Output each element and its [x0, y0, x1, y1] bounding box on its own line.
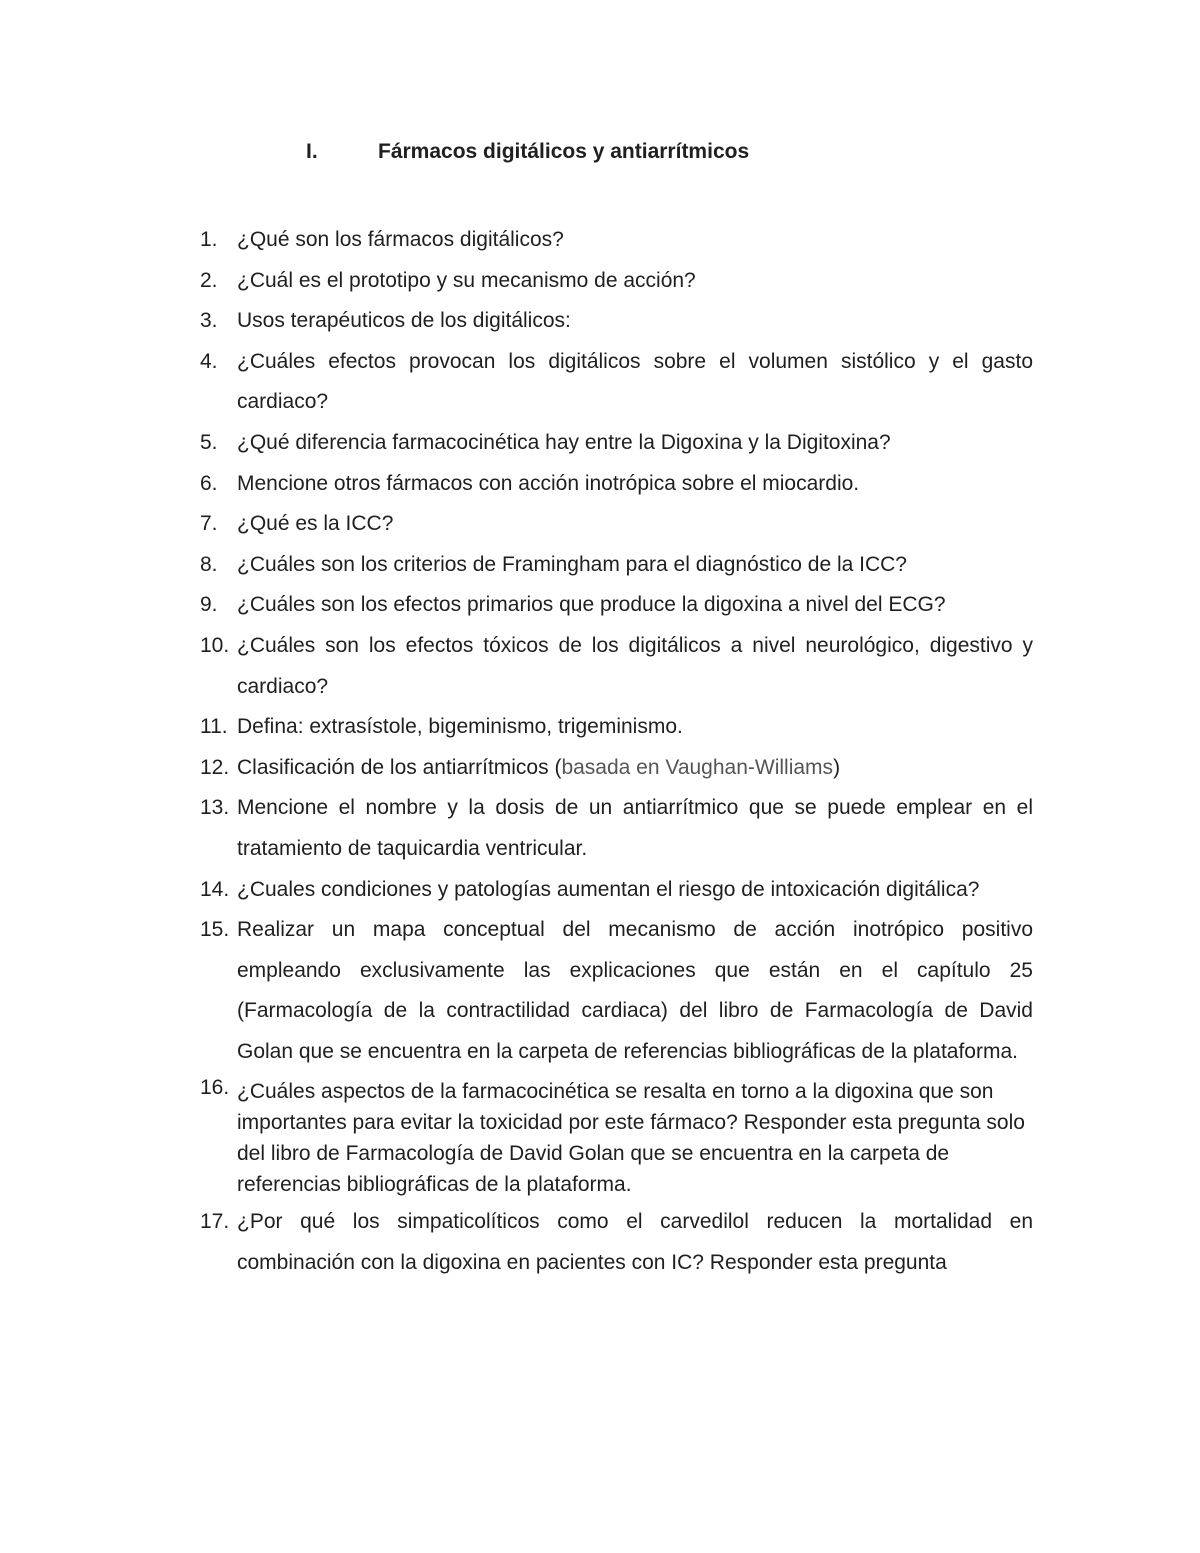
list-item: [200, 545, 1033, 586]
question-list: [200, 220, 1033, 1284]
list-item: [200, 301, 1033, 342]
section-heading: [306, 140, 749, 164]
list-item: [200, 261, 1033, 302]
item-text: ¿Cuáles efectos provocan los digitálicos sobre el volumen sistólico y el gasto cardiaco?: [237, 349, 1033, 414]
list-item: [200, 423, 1033, 464]
item-number: 7.: [200, 512, 218, 536]
item-text: Defina: extrasístole, bigeminismo, trigeminismo.: [237, 715, 683, 739]
item-text-main: Clasificación de los antiarrítmicos (: [237, 755, 562, 779]
item-text-close: ): [833, 755, 841, 779]
item-text: Realizar un mapa conceptual del mecanismo de acción inotrópico positivo empleando exclusivamente las explicaciones que están en el capítulo 25 (Farmacología de la contractilidad cardiaca) del libro de Farmacología de David Golan que se encuentra en la carpeta de referencias bibliográficas de la plataforma.: [237, 918, 1033, 1063]
item-text: ¿Por qué los simpaticolíticos como el carvedilol reducen la mortalidad en combinación con la digoxina en pacientes con IC? Responder esta pregunta: [237, 1210, 1033, 1275]
item-number: 10.: [200, 633, 230, 657]
item-text: ¿Cuál es el prototipo y su mecanismo de acción?: [237, 268, 696, 292]
section-number: I.: [306, 140, 318, 163]
item-text: Usos terapéuticos de los digitálicos:: [237, 309, 571, 333]
list-item: [200, 1072, 1033, 1202]
item-text: ¿Cuáles son los efectos tóxicos de los digitálicos a nivel neurológico, digestivo y cardiaco?: [237, 633, 1033, 698]
item-number: 11.: [200, 715, 228, 739]
item-number: 14.: [200, 877, 230, 901]
item-text-note: basada en Vaughan-Williams: [561, 755, 834, 779]
item-number: 4.: [200, 349, 218, 373]
list-item: [200, 870, 1033, 911]
item-text: ¿Qué son los fármacos digitálicos?: [237, 228, 564, 251]
item-text: Mencione otros fármacos con acción inotrópica sobre el miocardio.: [237, 471, 860, 495]
item-text: ¿Qué diferencia farmacocinética hay entre la Digoxina y la Digitoxina?: [237, 430, 891, 454]
list-item: [200, 220, 1033, 261]
list-item: [200, 707, 1033, 748]
list-item: [200, 504, 1033, 545]
item-number: 15.: [200, 918, 230, 942]
item-number: 3.: [200, 309, 218, 333]
item-number: 8.: [200, 552, 218, 576]
list-item: [200, 910, 1033, 1072]
list-item: [200, 626, 1033, 707]
item-number: 16.: [200, 1076, 230, 1100]
item-text: ¿Cuáles son los efectos primarios que produce la digoxina a nivel del ECG?: [237, 593, 946, 617]
list-item: [200, 748, 1033, 789]
section-title: Fármacos digitálicos y antiarrítmicos: [378, 140, 750, 163]
item-number: 1.: [200, 228, 218, 251]
list-item: [200, 342, 1033, 423]
item-text: [237, 756, 840, 779]
item-text: ¿Cuales condiciones y patologías aumentan el riesgo de intoxicación digitálica?: [237, 877, 980, 901]
list-item: [200, 585, 1033, 626]
item-number: 2.: [200, 268, 218, 292]
item-number: 6.: [200, 471, 218, 495]
item-number: 5.: [200, 430, 218, 454]
item-number: 12.: [200, 755, 230, 779]
list-item: [200, 464, 1033, 505]
item-text: ¿Cuáles aspectos de la farmacocinética se resalta en torno a la digoxina que son importantes para evitar la toxicidad por este fármaco? Responder esta pregunta solo del libro de Farmacología de David Golan que se encuentra en la carpeta de referencias bibliográficas de la plataforma.: [237, 1080, 1025, 1197]
item-text: Mencione el nombre y la dosis de un antiarrítmico que se puede emplear en el tratamiento de taquicardia ventricular.: [237, 796, 1033, 860]
list-item: [200, 788, 1033, 869]
item-number: 9.: [200, 593, 218, 617]
item-text: ¿Qué es la ICC?: [237, 512, 394, 536]
item-number: 17.: [200, 1210, 230, 1234]
list-item: [200, 1202, 1033, 1283]
item-number: 13.: [200, 796, 230, 820]
item-text: ¿Cuáles son los criterios de Framingham para el diagnóstico de la ICC?: [237, 552, 907, 576]
